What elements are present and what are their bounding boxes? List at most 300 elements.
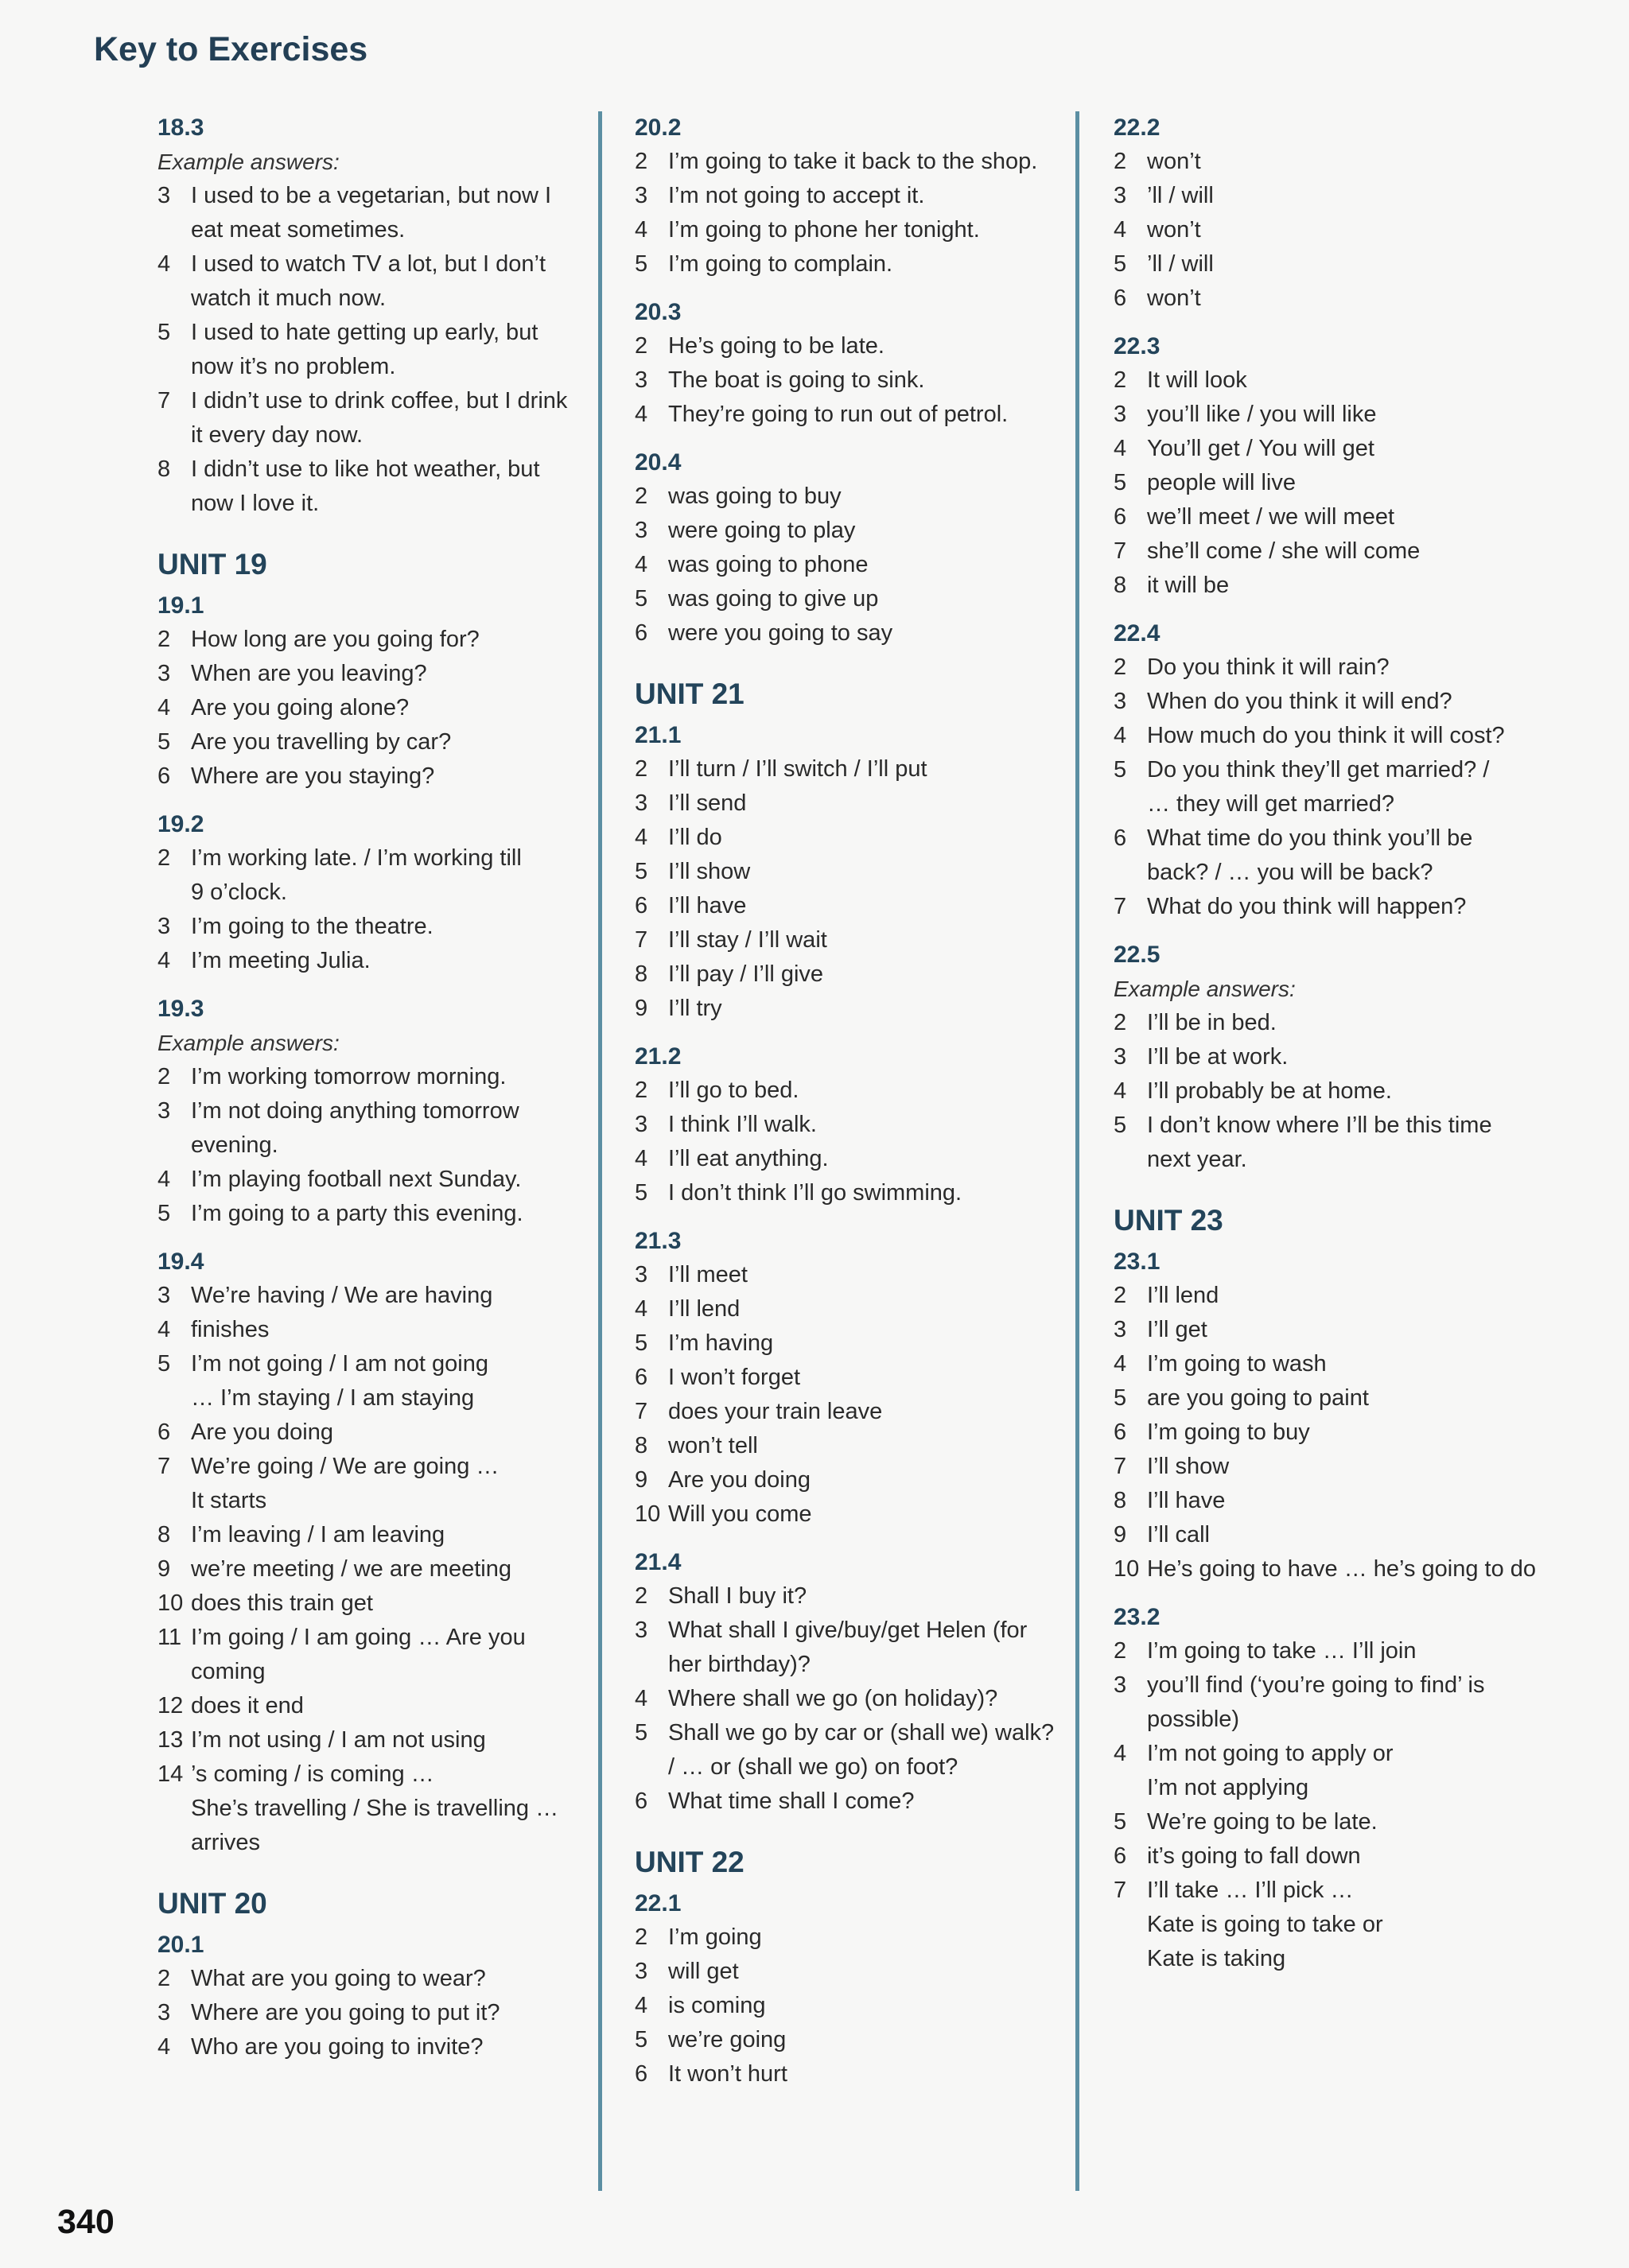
answer-number: 4 xyxy=(157,1167,171,1192)
answer-row xyxy=(1114,1668,1559,1703)
answer-row xyxy=(1114,1074,1559,1109)
answer-text: Where are you going to put it? xyxy=(191,2000,500,2025)
answer-text: I’ll go to bed. xyxy=(668,1078,799,1103)
unit-heading: UNIT 23 xyxy=(1114,1204,1223,1237)
answer-number: 5 xyxy=(157,320,171,345)
answer-number: 10 xyxy=(1114,1556,1140,1582)
answer-number: 4 xyxy=(1114,436,1127,461)
answer-row xyxy=(635,1292,1064,1326)
answer-row xyxy=(1114,1347,1559,1381)
answer-text: It won’t hurt xyxy=(668,2061,787,2087)
answer-number: 6 xyxy=(1114,504,1127,530)
answer-number: 6 xyxy=(1114,1843,1127,1869)
answer-number: 7 xyxy=(635,1399,648,1424)
answer-text: I’m going to the theatre. xyxy=(191,914,433,939)
answer-row xyxy=(635,889,1064,923)
exercise-section xyxy=(1114,1245,1559,1586)
answer-row xyxy=(157,316,587,350)
answer-number: 6 xyxy=(635,1788,648,1814)
answer-text: We’re having / We are having xyxy=(191,1283,493,1308)
answer-row xyxy=(1114,1552,1559,1586)
answer-number: 3 xyxy=(635,1618,648,1643)
exercise-section xyxy=(1114,938,1559,1177)
answer-row xyxy=(1114,1484,1559,1518)
example-note: Example answers: xyxy=(1114,977,1296,1001)
exercise-number: 19.3 xyxy=(157,996,204,1022)
page-number: 340 xyxy=(57,2203,115,2241)
answer-text: I’m going / I am going … Are you xyxy=(191,1625,526,1650)
answer-row xyxy=(157,1060,587,1094)
answer-text: I’ll eat anything. xyxy=(668,1146,829,1171)
answer-number: 7 xyxy=(157,388,171,414)
answer-text: I’m going xyxy=(668,1924,762,1950)
answer-number: 4 xyxy=(1114,723,1127,748)
answer-row xyxy=(157,1163,587,1197)
answer-row xyxy=(1114,821,1559,856)
answer-row xyxy=(1114,569,1559,603)
answer-number: 4 xyxy=(1114,1351,1127,1377)
answer-row xyxy=(157,1197,587,1231)
answer-number: 7 xyxy=(1114,894,1127,919)
answer-number: 6 xyxy=(157,763,171,789)
answer-row xyxy=(1114,719,1559,753)
answer-number: 7 xyxy=(635,927,648,953)
answer-number: 2 xyxy=(635,1924,648,1950)
answer-row xyxy=(635,1258,1064,1292)
answer-row xyxy=(157,1996,587,2030)
answer-row xyxy=(635,1579,1064,1614)
exercise-number: 23.1 xyxy=(1114,1249,1161,1275)
answer-number: 8 xyxy=(157,456,171,482)
answer-text: They’re going to run out of petrol. xyxy=(668,402,1009,427)
answer-number: 4 xyxy=(1114,217,1127,243)
answer-text: I’m working tomorrow morning. xyxy=(191,1064,507,1089)
answer-number: 5 xyxy=(157,1351,171,1377)
answer-row xyxy=(1114,1518,1559,1552)
answer-number: 4 xyxy=(157,251,171,277)
answer-text: He’s going to have … he’s going to do xyxy=(1147,1556,1537,1582)
answer-number: 5 xyxy=(635,859,648,884)
answer-number: 2 xyxy=(635,484,648,509)
answer-number: 6 xyxy=(635,1365,648,1390)
exercise-section xyxy=(635,1040,1064,1210)
answer-text: Do you think it will rain? xyxy=(1147,654,1390,680)
answer-row xyxy=(635,1955,1064,1989)
answer-number: 4 xyxy=(635,552,648,577)
answer-text: Are you doing xyxy=(668,1467,811,1493)
answer-number: 6 xyxy=(157,1419,171,1445)
answer-text: I’ll show xyxy=(668,859,751,884)
answer-number: 5 xyxy=(157,729,171,755)
answer-row xyxy=(1114,179,1559,213)
answer-text: What are you going to wear? xyxy=(191,1966,486,1991)
answer-row xyxy=(635,1395,1064,1429)
answer-continuation: She’s travelling / She is travelling … xyxy=(191,1796,559,1821)
answer-text: Are you going alone? xyxy=(191,695,410,720)
answer-row xyxy=(635,145,1064,179)
answer-row xyxy=(635,363,1064,398)
answer-row xyxy=(1114,466,1559,500)
answer-text: What shall I give/buy/get Helen (for xyxy=(668,1618,1028,1643)
exercise-number: 22.2 xyxy=(1114,115,1161,141)
answer-number: 4 xyxy=(1114,1741,1127,1766)
answer-continuation: watch it much now. xyxy=(191,285,386,311)
answer-text: was going to give up xyxy=(668,586,879,612)
answer-number: 4 xyxy=(635,217,648,243)
page-title: Key to Exercises xyxy=(94,30,368,68)
answer-row xyxy=(157,2030,587,2064)
answer-text: you’ll find (‘you’re going to find’ is xyxy=(1147,1672,1485,1698)
answer-row xyxy=(157,1689,587,1723)
answer-number: 3 xyxy=(157,1098,171,1124)
answer-number: 2 xyxy=(1114,149,1127,174)
answer-number: 10 xyxy=(157,1590,184,1616)
answer-number: 4 xyxy=(1114,1078,1127,1104)
answer-number: 4 xyxy=(157,1317,171,1342)
answer-row xyxy=(635,1463,1064,1497)
answer-row xyxy=(1114,247,1559,282)
answer-text: I used to be a vegetarian, but now I xyxy=(191,183,552,208)
answer-number: 3 xyxy=(1114,183,1127,208)
answer-row xyxy=(1114,1450,1559,1484)
answer-number: 5 xyxy=(1114,1385,1127,1411)
exercise-section xyxy=(1114,330,1559,603)
unit-heading: UNIT 21 xyxy=(635,678,745,710)
answer-row xyxy=(157,1552,587,1586)
answer-continuation: … they will get married? xyxy=(1147,791,1395,817)
answer-row xyxy=(635,1716,1064,1750)
answer-text: were going to play xyxy=(668,518,856,543)
answer-number: 3 xyxy=(1114,402,1127,427)
answer-text: people will live xyxy=(1147,470,1296,495)
answer-number: 5 xyxy=(1114,1809,1127,1835)
answer-number: 6 xyxy=(635,2061,648,2087)
answer-text: What time shall I come? xyxy=(668,1788,915,1814)
answer-number: 6 xyxy=(635,620,648,646)
answer-row xyxy=(1114,753,1559,787)
answer-text: When do you think it will end? xyxy=(1147,689,1452,714)
answer-text: How much do you think it will cost? xyxy=(1147,723,1505,748)
answer-number: 3 xyxy=(635,183,648,208)
answer-continuation: next year. xyxy=(1147,1147,1247,1172)
answer-number: 2 xyxy=(635,1078,648,1103)
answer-number: 9 xyxy=(635,996,648,1021)
answer-row xyxy=(1114,145,1559,179)
answer-number: 4 xyxy=(635,825,648,850)
answer-row xyxy=(157,1416,587,1450)
answer-text: I’m not going to accept it. xyxy=(668,183,925,208)
answer-row xyxy=(1114,1737,1559,1771)
answer-row xyxy=(1114,282,1559,316)
answer-text: Will you come xyxy=(668,1501,812,1527)
exercise-number: 22.1 xyxy=(635,1890,682,1917)
answer-text: How long are you going for? xyxy=(191,627,480,652)
answer-number: 9 xyxy=(635,1467,648,1493)
answer-row xyxy=(635,1429,1064,1463)
answer-text: you’ll like / you will like xyxy=(1147,402,1377,427)
answer-row xyxy=(635,1614,1064,1648)
exercise-number: 19.2 xyxy=(157,811,204,837)
answer-number: 2 xyxy=(635,756,648,782)
answer-text: I’m not doing anything tomorrow xyxy=(191,1098,519,1124)
answer-number: 2 xyxy=(157,1966,171,1991)
answer-continuation: 9 o’clock. xyxy=(191,880,287,905)
answer-text: When are you leaving? xyxy=(191,661,427,686)
answer-number: 5 xyxy=(635,1180,648,1206)
answer-number: 3 xyxy=(635,1959,648,1984)
answer-row xyxy=(1114,1313,1559,1347)
answer-text: I’ll have xyxy=(1147,1488,1226,1513)
exercise-number: 19.1 xyxy=(157,592,204,619)
answer-text: I’ll lend xyxy=(1147,1283,1219,1308)
answer-number: 8 xyxy=(635,961,648,987)
answer-row xyxy=(635,329,1064,363)
answer-text: What time do you think you’ll be xyxy=(1147,825,1473,851)
answer-row xyxy=(157,944,587,978)
answer-number: 2 xyxy=(157,627,171,652)
answer-number: 3 xyxy=(157,1283,171,1308)
exercise-section xyxy=(1114,1601,1559,1976)
answer-text: You’ll get / You will get xyxy=(1147,436,1374,461)
answer-text: What do you think will happen? xyxy=(1147,894,1467,919)
answer-text: The boat is going to sink. xyxy=(668,367,925,393)
answer-text: Shall I buy it? xyxy=(668,1583,807,1609)
answer-text: I’ll try xyxy=(668,996,722,1021)
answer-row xyxy=(1114,1040,1559,1074)
answer-row xyxy=(635,548,1064,582)
answer-row xyxy=(157,759,587,794)
answer-row xyxy=(1114,1839,1559,1874)
answer-text: ’ll / will xyxy=(1147,251,1214,277)
answer-continuation: it every day now. xyxy=(191,422,363,448)
answer-number: 2 xyxy=(157,845,171,871)
answer-text: I’m going to complain. xyxy=(668,251,893,277)
answer-number: 3 xyxy=(1114,1044,1127,1070)
answer-text: does this train get xyxy=(191,1590,373,1616)
answer-text: I’m going to take it back to the shop. xyxy=(668,149,1038,174)
answer-row xyxy=(635,1142,1064,1176)
answer-row xyxy=(1114,890,1559,924)
exercise-section xyxy=(1114,111,1559,316)
exercise-section xyxy=(1114,617,1559,924)
answer-number: 3 xyxy=(157,914,171,939)
answer-text: It will look xyxy=(1147,367,1247,393)
answer-continuation: back? / … you will be back? xyxy=(1147,860,1433,885)
unit-heading: UNIT 20 xyxy=(157,1887,267,1920)
answer-row xyxy=(1114,650,1559,685)
answer-text: it will be xyxy=(1147,573,1230,598)
answer-number: 5 xyxy=(635,1720,648,1746)
answer-text: we’re going xyxy=(668,2027,787,2052)
answer-row xyxy=(635,786,1064,821)
answer-number: 3 xyxy=(635,367,648,393)
answer-row xyxy=(635,1497,1064,1532)
answer-row xyxy=(157,179,587,213)
answer-continuation: now it’s no problem. xyxy=(191,354,396,379)
answer-text: I think I’ll walk. xyxy=(668,1112,817,1137)
column-divider xyxy=(1075,111,1079,2191)
exercise-section xyxy=(635,1225,1064,1532)
answer-text: won’t tell xyxy=(668,1433,758,1458)
answer-continuation: eat meat sometimes. xyxy=(191,217,406,243)
answer-row xyxy=(157,1279,587,1313)
answer-number: 5 xyxy=(635,2027,648,2052)
answer-number: 2 xyxy=(1114,654,1127,680)
answer-row xyxy=(1114,1006,1559,1040)
answer-text: I’ll take … I’ll pick … xyxy=(1147,1878,1354,1903)
answer-number: 5 xyxy=(1114,757,1127,783)
answer-number: 3 xyxy=(635,790,648,816)
answer-text: I’ll be at work. xyxy=(1147,1044,1289,1070)
answer-number: 3 xyxy=(157,2000,171,2025)
answer-text: we’ll meet / we will meet xyxy=(1147,504,1395,530)
answer-number: 5 xyxy=(635,1330,648,1356)
answer-text: I’ll stay / I’ll wait xyxy=(668,927,827,953)
example-note: Example answers: xyxy=(157,1031,340,1055)
exercise-section xyxy=(635,446,1064,650)
answer-row xyxy=(1114,1805,1559,1839)
answer-text: I’m going to a party this evening. xyxy=(191,1201,523,1226)
answer-text: I’ll show xyxy=(1147,1454,1230,1479)
answer-number: 3 xyxy=(157,183,171,208)
answer-number: 6 xyxy=(635,893,648,918)
answer-text: I’m not using / I am not using xyxy=(191,1727,486,1753)
answer-text: I’m going to wash xyxy=(1147,1351,1327,1377)
answer-number: 13 xyxy=(157,1727,184,1753)
answer-text: were you going to say xyxy=(668,620,893,646)
answer-text: I’ll have xyxy=(668,893,747,918)
answer-continuation: I’m not applying xyxy=(1147,1775,1309,1800)
answer-continuation: Kate is going to take or xyxy=(1147,1912,1383,1937)
exercise-section xyxy=(635,719,1064,1026)
exercise-number: 21.1 xyxy=(635,722,682,748)
answer-number: 4 xyxy=(635,402,648,427)
answer-number: 3 xyxy=(1114,689,1127,714)
exercise-number: 21.4 xyxy=(635,1549,682,1575)
answer-text: I’ll get xyxy=(1147,1317,1207,1342)
answer-continuation: possible) xyxy=(1147,1707,1240,1732)
answer-row xyxy=(157,247,587,282)
answer-text: I’m working late. / I’m working till xyxy=(191,845,522,871)
answer-row xyxy=(1114,1874,1559,1908)
exercise-number: 23.2 xyxy=(1114,1604,1161,1630)
answer-text: I’m not going / I am not going xyxy=(191,1351,488,1377)
answer-row xyxy=(157,1586,587,1621)
answer-text: I’m going to take … I’ll join xyxy=(1147,1638,1417,1664)
answer-number: 2 xyxy=(635,333,648,359)
answer-text: we’re meeting / we are meeting xyxy=(191,1556,511,1582)
answer-text: I’ll be in bed. xyxy=(1147,1010,1277,1035)
answer-text: I don’t think I’ll go swimming. xyxy=(668,1180,962,1206)
answer-row xyxy=(635,957,1064,992)
example-note: Example answers: xyxy=(157,150,340,174)
answer-row xyxy=(635,1989,1064,2023)
answer-row xyxy=(635,398,1064,432)
answer-number: 2 xyxy=(1114,1638,1127,1664)
answer-row xyxy=(635,247,1064,282)
answer-text: I used to watch TV a lot, but I don’t xyxy=(191,251,546,277)
answer-text: He’s going to be late. xyxy=(668,333,884,359)
answer-number: 5 xyxy=(635,251,648,277)
answer-number: 8 xyxy=(1114,1488,1127,1513)
answer-number: 5 xyxy=(157,1201,171,1226)
answer-number: 8 xyxy=(1114,573,1127,598)
answer-text: ’s coming / is coming … xyxy=(191,1761,434,1787)
answer-number: 2 xyxy=(635,1583,648,1609)
answer-row xyxy=(635,1074,1064,1108)
answer-number: 7 xyxy=(1114,1878,1127,1903)
answer-row xyxy=(1114,1416,1559,1450)
answer-number: 9 xyxy=(1114,1522,1127,1548)
answer-text: I’m leaving / I am leaving xyxy=(191,1522,445,1548)
answer-number: 6 xyxy=(1114,285,1127,311)
answer-number: 5 xyxy=(1114,1113,1127,1138)
exercise-number: 22.4 xyxy=(1114,620,1161,647)
answer-row xyxy=(635,2057,1064,2091)
answer-number: 4 xyxy=(635,1296,648,1322)
exercise-number: 18.3 xyxy=(157,115,204,141)
answer-row xyxy=(635,1361,1064,1395)
answer-number: 2 xyxy=(1114,367,1127,393)
exercise-section xyxy=(635,1546,1064,1819)
answer-text: I’ll pay / I’ll give xyxy=(668,961,824,987)
answer-number: 2 xyxy=(1114,1010,1127,1035)
answer-text: ’ll / will xyxy=(1147,183,1214,208)
answer-row xyxy=(157,1757,587,1792)
answer-text: I’m meeting Julia. xyxy=(191,948,371,973)
answer-text: I’ll probably be at home. xyxy=(1147,1078,1392,1104)
answer-row xyxy=(635,616,1064,650)
answer-row xyxy=(1114,500,1559,534)
answer-number: 3 xyxy=(635,1262,648,1287)
answer-column-1 xyxy=(157,111,587,2079)
answer-number: 2 xyxy=(635,149,648,174)
column-divider xyxy=(598,111,602,2191)
answer-row xyxy=(1114,1279,1559,1313)
answer-text: Who are you going to invite? xyxy=(191,2034,484,2060)
answer-number: 3 xyxy=(635,1112,648,1137)
answer-text: Where shall we go (on holiday)? xyxy=(668,1686,998,1711)
answer-text: won’t xyxy=(1147,149,1201,174)
answer-number: 2 xyxy=(157,1064,171,1089)
answer-text: I’m playing football next Sunday. xyxy=(191,1167,522,1192)
answer-row xyxy=(635,1784,1064,1819)
answer-text: I’m not going to apply or xyxy=(1147,1741,1394,1766)
answer-row xyxy=(157,1621,587,1655)
answer-number: 7 xyxy=(1114,1454,1127,1479)
exercise-section xyxy=(157,111,587,521)
exercise-number: 22.3 xyxy=(1114,333,1161,359)
answer-text: I don’t know where I’ll be this time xyxy=(1147,1113,1492,1138)
answer-text: it’s going to fall down xyxy=(1147,1843,1361,1869)
answer-continuation: now I love it. xyxy=(191,491,320,516)
answer-text: I’ll do xyxy=(668,825,722,850)
answer-number: 2 xyxy=(1114,1283,1127,1308)
answer-row xyxy=(157,1347,587,1381)
answer-number: 5 xyxy=(1114,251,1127,277)
answer-text: I’ll lend xyxy=(668,1296,741,1322)
answer-row xyxy=(157,384,587,418)
exercise-section xyxy=(635,111,1064,282)
exercise-number: 19.4 xyxy=(157,1249,204,1275)
answer-number: 7 xyxy=(1114,538,1127,564)
answer-row xyxy=(1114,534,1559,569)
answer-text: I’ll send xyxy=(668,790,747,816)
answer-row xyxy=(157,657,587,691)
answer-text: I didn’t use to like hot weather, but xyxy=(191,456,540,482)
answer-row xyxy=(635,1108,1064,1142)
answer-text: I’m going to phone her tonight. xyxy=(668,217,980,243)
